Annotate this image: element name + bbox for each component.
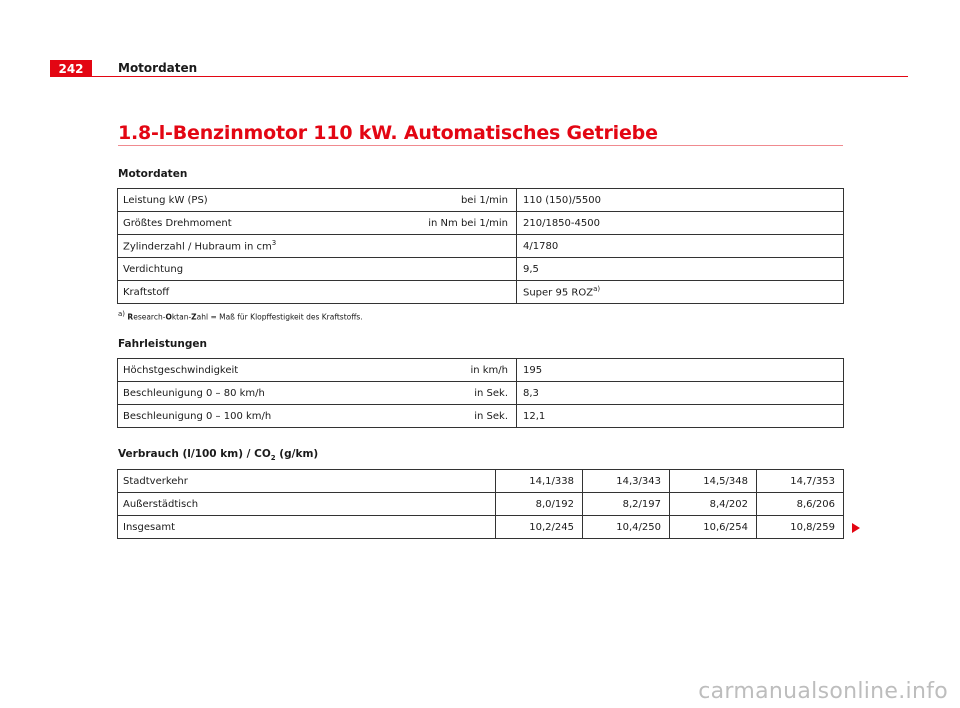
row-label: Größtes Drehmoment xyxy=(118,212,372,235)
table-row xyxy=(118,212,844,235)
row-unit: in Sek. xyxy=(419,382,516,405)
table-row xyxy=(118,258,844,281)
table-row xyxy=(118,189,844,212)
table-row xyxy=(118,493,844,516)
header-rule xyxy=(92,76,908,77)
row-value: 14,1/338 xyxy=(496,470,583,493)
table-row xyxy=(118,281,844,304)
footnote-text: esearch- xyxy=(133,312,166,322)
table-row xyxy=(118,235,844,258)
row-value: 9,5 xyxy=(517,258,844,281)
row-unit xyxy=(372,258,517,281)
row-value: 12,1 xyxy=(517,405,844,428)
footnote-initial: O xyxy=(165,312,172,322)
row-value xyxy=(517,281,844,304)
row-value: 8,2/197 xyxy=(583,493,670,516)
row-value: 10,8/259 xyxy=(757,516,844,539)
table-row xyxy=(118,405,844,428)
header-section-title: Motordaten xyxy=(118,61,198,75)
row-value: 8,4/202 xyxy=(670,493,757,516)
row-value: 8,6/206 xyxy=(757,493,844,516)
fahrleistungen-heading: Fahrleistungen xyxy=(118,338,207,350)
row-unit xyxy=(372,281,517,304)
row-unit: in Nm bei 1/min xyxy=(372,212,517,235)
row-value: 10,6/254 xyxy=(670,516,757,539)
row-label: Insgesamt xyxy=(118,516,496,539)
row-value: 4/1780 xyxy=(517,235,844,258)
row-value: 14,3/343 xyxy=(583,470,670,493)
row-label: Leistung kW (PS) xyxy=(118,189,372,212)
footnote-text: ahl = Maß für Klopffestigkeit des Kraftstoffs. xyxy=(196,312,363,322)
row-label: Stadtverkehr xyxy=(118,470,496,493)
next-page-arrow-icon[interactable] xyxy=(852,523,860,533)
footnote-text: ktan- xyxy=(171,312,192,322)
page-title: 1.8-l-Benzinmotor 110 kW. Automatisches Getriebe xyxy=(118,122,658,144)
subscript: 2 xyxy=(270,454,276,463)
row-value-text: Super 95 ROZ xyxy=(523,287,594,299)
row-value: 10,4/250 xyxy=(583,516,670,539)
verbrauch-heading xyxy=(118,448,318,462)
motordaten-heading: Motordaten xyxy=(118,168,188,180)
row-unit: bei 1/min xyxy=(372,189,517,212)
row-label: Außerstädtisch xyxy=(118,493,496,516)
row-unit: in km/h xyxy=(419,359,516,382)
row-value: 210/1850-4500 xyxy=(517,212,844,235)
table-row xyxy=(118,470,844,493)
fahrleistungen-table xyxy=(117,358,844,428)
verbrauch-heading-unit: (g/km) xyxy=(275,448,319,460)
title-rule xyxy=(118,145,843,146)
table-row xyxy=(118,382,844,405)
row-value: 14,5/348 xyxy=(670,470,757,493)
table-row xyxy=(118,359,844,382)
footnote-initial: R xyxy=(127,312,134,322)
watermark: carmanualsonline.info xyxy=(698,679,948,704)
table-row xyxy=(118,516,844,539)
footnote-initial: Z xyxy=(191,312,197,322)
row-label xyxy=(118,235,372,258)
row-value: 10,2/245 xyxy=(496,516,583,539)
footnote-marker: a) xyxy=(593,285,601,294)
row-label: Verdichtung xyxy=(118,258,372,281)
footnote-marker: a) xyxy=(118,310,126,318)
row-unit: in Sek. xyxy=(419,405,516,428)
row-label: Höchstgeschwindigkeit xyxy=(118,359,420,382)
row-value: 8,0/192 xyxy=(496,493,583,516)
row-label: Beschleunigung 0 – 80 km/h xyxy=(118,382,420,405)
row-value: 195 xyxy=(517,359,844,382)
superscript: 3 xyxy=(271,239,277,248)
footnote xyxy=(118,310,363,322)
row-value: 110 (150)/5500 xyxy=(517,189,844,212)
row-value: 14,7/353 xyxy=(757,470,844,493)
motordaten-table xyxy=(117,188,844,304)
row-label: Beschleunigung 0 – 100 km/h xyxy=(118,405,420,428)
row-label: Kraftstoff xyxy=(118,281,372,304)
row-unit xyxy=(372,235,517,258)
verbrauch-heading-text: Verbrauch (l/100 km) / CO xyxy=(118,448,271,460)
row-label-text: Zylinderzahl / Hubraum in cm xyxy=(123,241,272,253)
row-value: 8,3 xyxy=(517,382,844,405)
page-number: 242 xyxy=(50,60,92,77)
verbrauch-table xyxy=(117,469,844,539)
